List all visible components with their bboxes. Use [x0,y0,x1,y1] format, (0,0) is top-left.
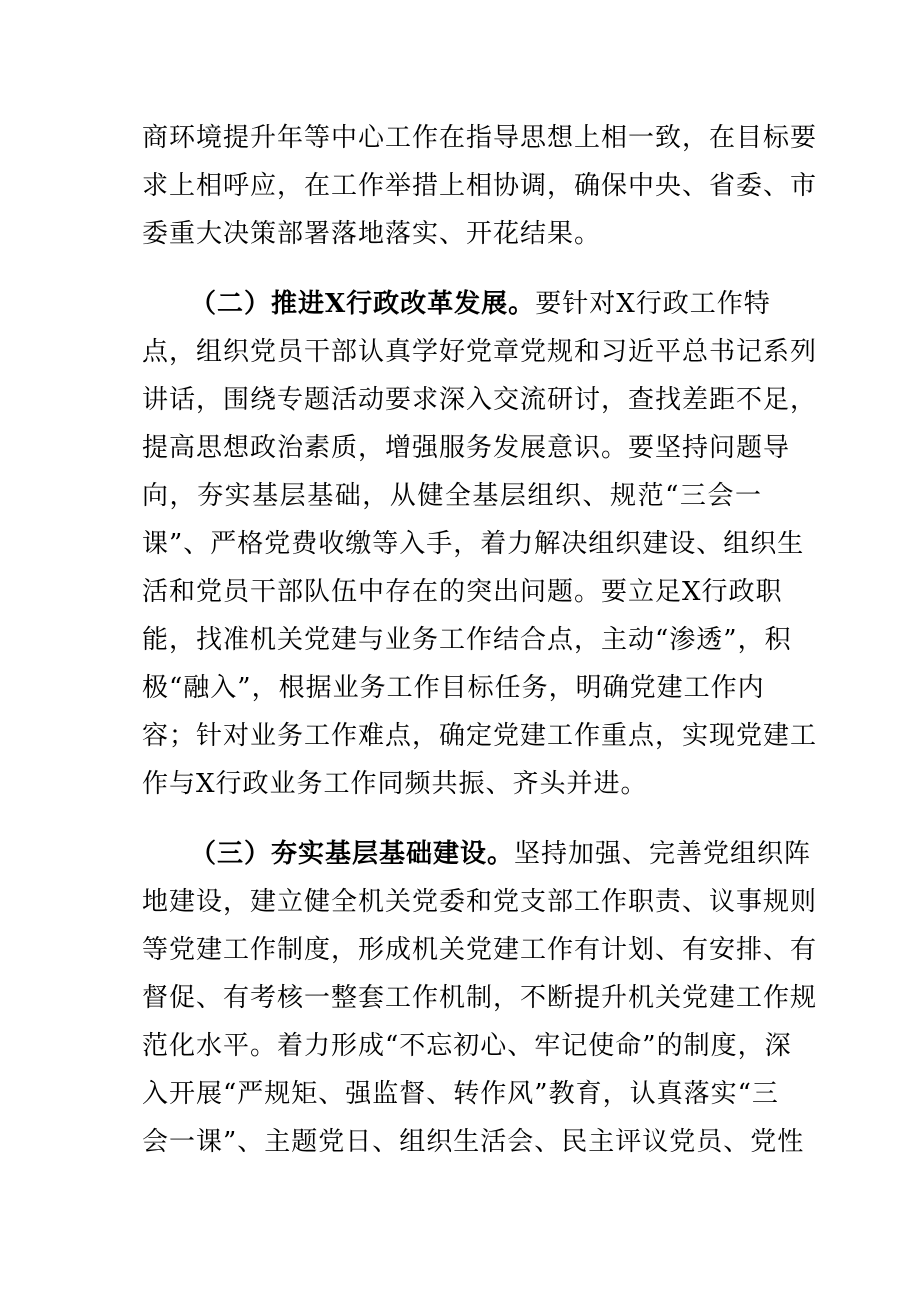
text-line: 商环境提升年等中心工作在指导思想上相一致，在目标要 [142,123,818,153]
document-page [142,114,818,1188]
text-line: 点，组织党员干部认真学好党章党规和习近平总书记系列 [142,337,818,367]
text-line: 地建设，建立健全机关党委和党支部工作职责、议事规则 [142,887,818,917]
text-line: 督促、有考核一整套工作机制，不断提升机关党建工作规 [142,983,818,1013]
text-line: 等党建工作制度，形成机关党建工作有计划、有安排、有 [142,935,818,965]
paragraph-2 [142,280,818,808]
text-line: 讲话，围绕专题活动要求深入交流研讨，查找差距不足， [142,385,818,415]
text-line: 容；针对业务工作难点，确定党建工作重点，实现党建工 [142,721,818,751]
heading-followup-text: 要针对X行政工作特 [535,289,771,319]
text-line [142,830,812,878]
paragraph-1 [142,114,818,258]
text-line: 极“融入”，根据业务工作目标任务，明确党建工作内 [142,673,765,703]
text-line: 活和党员干部队伍中存在的突出问题。要立足X行政职 [142,577,783,607]
text-line: 向，夯实基层基础，从健全基层组织、规范“三会一 [142,481,762,511]
text-line: 能，找准机关党建与业务工作结合点，主动“渗透”，积 [142,625,792,655]
text-line: 委重大决策部署落地落实、开花结果。 [142,219,602,249]
section-heading: （三）夯实基层基础建设。 [190,839,515,869]
text-line: 会一课”、主题党日、组织生活会、民主评议党员、党性 [142,1127,805,1157]
text-line: 范化水平。着力形成“不忘初心、牢记使命”的制度，深 [142,1031,792,1061]
text-line: 课”、严格党费收缴等入手，着力解决组织建设、组织生 [142,529,805,559]
text-line: 求上相呼应，在工作举措上相协调，确保中央、省委、市 [142,171,818,201]
section-heading: （二）推进X行政改革发展。 [190,289,536,319]
heading-followup-text: 坚持加强、完善党组织阵 [514,839,812,869]
paragraph-3 [142,830,818,1166]
text-line: 提高思想政治素质，增强服务发展意识。要坚持问题导 [142,433,791,463]
text-line: 作与X行政业务工作同频共振、齐头并进。 [142,769,648,799]
text-line: 入开展“严规矩、强监督、转作风”教育，认真落实“三 [142,1079,779,1109]
text-line [142,280,771,328]
